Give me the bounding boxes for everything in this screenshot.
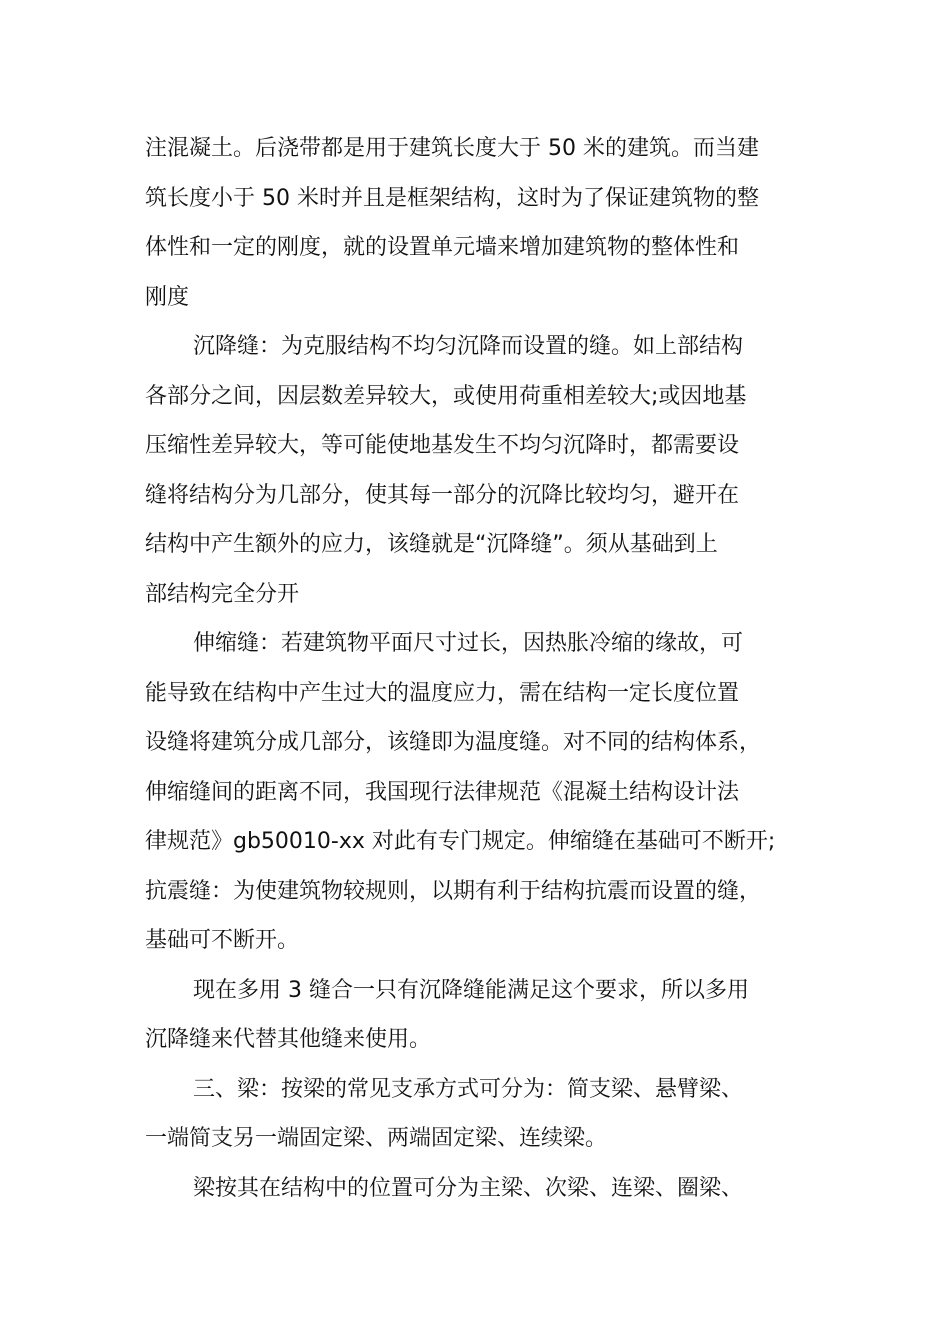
text-line: 刚度 [145,284,190,310]
paragraph [145,322,825,619]
text-line: 沉降缝：为克服结构不均匀沉降而设置的缝。如上部结构 [193,334,744,359]
paragraph [145,1065,825,1164]
text-line: 体性和一定的刚度，就的设置单元墙来增加建筑物的整体性和 [145,235,740,260]
text-line: 设缝将建筑分成几部分，该缝即为温度缝。对不同的结构体系， [145,730,762,755]
text-line: 一端简支另一端固定梁、两端固定梁、连续梁。 [145,1126,608,1151]
paragraph [145,619,825,966]
text-line: 沉降缝来代替其他缝来使用。 [145,1027,432,1052]
text-line: 三、梁：按梁的常见支承方式可分为：简支梁、悬臂梁、 [193,1076,744,1102]
text-line: 律规范》gb50010-xx 对此有专门规定。伸缩缝在基础可不断开; [145,829,776,854]
text-line: 基础可不断开。 [145,928,300,953]
text-line: 伸缩缝：若建筑物平面尺寸过长，因热胀冷缩的缘故，可 [193,631,744,656]
paragraph [145,1164,825,1214]
text-line: 能导致在结构中产生过大的温度应力，需在结构一定长度位置 [145,680,740,706]
text-line: 伸缩缝间的距离不同，我国现行法律规范《混凝土结构设计法 [145,779,740,805]
text-line: 各部分之间，因层数差异较大，或使用荷重相差较大;或因地基 [145,383,747,409]
text-line: 筑长度小于 50 米时并且是框架结构，这时为了保证建筑物的整 [145,185,759,211]
text-line: 注混凝土。后浇带都是用于建筑长度大于 50 米的建筑。而当建 [145,136,759,161]
text-line: 缝将结构分为几部分，使其每一部分的沉降比较均匀，避开在 [145,482,740,508]
paragraph [145,124,825,322]
text-line: 部结构完全分开 [145,581,300,607]
text-line: 结构中产生额外的应力，该缝就是“沉降缝”。须从基础到上 [145,532,718,557]
document-body [145,124,825,1213]
text-line: 压缩性差异较大，等可能使地基发生不均匀沉降时，都需要设 [145,433,740,458]
text-line: 抗震缝：为使建筑物较规则，以期有利于结构抗震而设置的缝， [145,878,762,904]
paragraph [145,966,825,1065]
text-line: 梁按其在结构中的位置可分为主梁、次梁、连梁、圈梁、 [193,1175,744,1201]
text-line: 现在多用 3 缝合一只有沉降缝能满足这个要求，所以多用 [193,977,749,1003]
